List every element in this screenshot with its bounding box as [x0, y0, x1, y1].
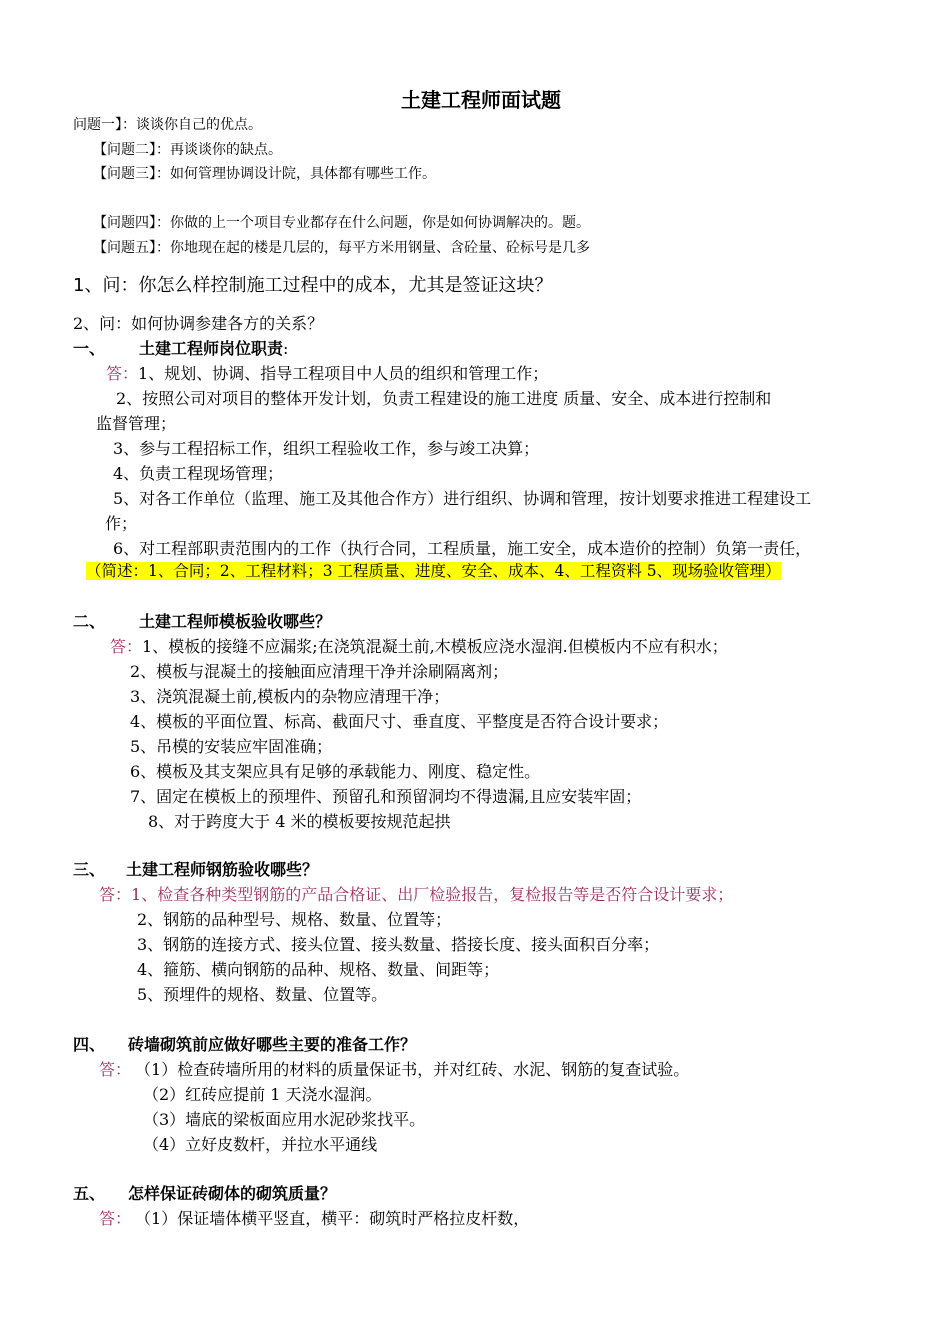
intro-question-4: 【问题四】：你做的上一个项目专业都存在什么问题，你是如何协调解决的。题。 [93, 215, 590, 231]
section-4-line-4: （4）立好皮数杆，并拉水平通线 [143, 1135, 378, 1154]
intro-question-5: 【问题五】：你地现在起的楼是几层的，每平方米用钢量、含砼量、砼标号是几多 [93, 240, 590, 256]
section-1-heading [73, 341, 288, 357]
summary-highlight: （简述：1、合同；2、工程材料；3 工程质量、进度、安全、成本、4、工程资料 5、现场验收管理） [86, 562, 781, 580]
answer-text: （1）保证墙体横平竖直，横平：砌筑时严格拉皮杆数， [143, 1209, 530, 1228]
section-1-summary [86, 564, 781, 580]
section-1-colon: : [283, 339, 289, 358]
section-2-line-3: 3、浇筑混凝土前,模板内的杂物应清理干净； [130, 687, 450, 706]
section-4-line-1 [99, 1062, 689, 1078]
section-2-heading [73, 614, 331, 630]
section-2-line-7: 7、固定在模板上的预埋件、预留孔和预留洞均不得遗漏,且应安装牢固； [130, 787, 642, 806]
section-5-heading [73, 1186, 336, 1202]
intro-question-1: 问题一】：谈谈你自己的优点。 [73, 117, 262, 133]
question-cost-control: 1、问：你怎么样控制施工过程中的成本，尤其是签证这块？ [73, 275, 553, 296]
section-1-line-3: 3、参与工程招标工作，组织工程验收工作，参与竣工决算； [113, 439, 540, 458]
answer-label: 答： [99, 1060, 132, 1079]
section-2-line-5: 5、吊模的安装应牢固准确； [130, 737, 333, 756]
section-4-number: 四、 [73, 1035, 106, 1054]
answer-text: 1、检查各种类型钢筋的产品合格证、出厂检验报告，复检报告等是否符合设计要求； [131, 885, 734, 904]
section-2-line-6: 6、模板及其支架应具有足够的承载能力、刚度、稳定性。 [130, 762, 541, 781]
question-coordination: 2、问：如何协调参建各方的关系？ [73, 314, 324, 333]
section-5-title: 怎样保证砖砌体的砌筑质量？ [128, 1184, 337, 1203]
section-1-line-1 [106, 366, 548, 382]
answer-text: 1、规划、协调、指导工程项目中人员的组织和管理工作； [138, 364, 549, 383]
section-4-title: 砖墙砌筑前应做好哪些主要的准备工作？ [128, 1035, 417, 1054]
section-1-line-6: 6、对工程部职责范围内的工作（执行合同，工程质量，施工安全，成本造价的控制）负第一责任， [113, 539, 812, 558]
section-4-line-2: （2）红砖应提前 1 天浇水湿润。 [143, 1085, 382, 1104]
answer-label: 答： [106, 364, 139, 383]
answer-label: 答： [99, 885, 132, 904]
section-1-line-4: 4、负责工程现场管理； [113, 464, 284, 483]
section-3-number: 三、 [73, 860, 106, 879]
section-2-line-2: 2、模板与混凝土的接触面应清理干净并涂刷隔离剂； [130, 662, 509, 681]
section-3-line-5: 5、预埋件的规格、数量、位置等。 [137, 985, 388, 1004]
section-2-number: 二、 [73, 612, 106, 631]
section-2-line-4: 4、模板的平面位置、标高、截面尺寸、垂直度、平整度是否符合设计要求； [130, 712, 669, 731]
answer-text: （1）检查砖墙所用的材料的质量保证书，并对红砖、水泥、钢筋的复查试验。 [143, 1060, 690, 1079]
section-1-line-2: 2、按照公司对项目的整体开发计划，负责工程建设的施工进度 质量、安全、成本进行控制和 [116, 389, 772, 408]
intro-question-2: 【问题二】：再谈谈你的缺点。 [93, 142, 282, 158]
section-1-line-5-cont: 作； [105, 514, 138, 533]
section-3-heading [73, 862, 318, 878]
section-3-line-2: 2、钢筋的品种型号、规格、数量、位置等； [137, 910, 452, 929]
section-3-line-1 [99, 887, 733, 903]
section-3-line-4: 4、箍筋、横向钢筋的品种、规格、数量、间距等； [137, 960, 500, 979]
page-title: 土建工程师面试题 [401, 88, 561, 112]
intro-question-3: 【问题三】：如何管理协调设计院，具体都有哪些工作。 [93, 166, 436, 182]
section-5-number: 五、 [73, 1184, 106, 1203]
section-2-title: 土建工程师模板验收哪些？ [139, 612, 332, 631]
section-3-title: 土建工程师钢筋验收哪些？ [126, 860, 319, 879]
answer-text: 1、模板的接缝不应漏浆;在浇筑混凝土前,木模板应浇水湿润.但模板内不应有积水； [142, 637, 728, 656]
answer-label: 答： [110, 637, 143, 656]
section-1-number: 一、 [73, 339, 106, 358]
section-1-title: 土建工程师岗位职责 [139, 339, 284, 358]
section-2-line-1 [110, 639, 728, 655]
section-1-line-5: 5、对各工作单位（监理、施工及其他合作方）进行组织、协调和管理，按计划要求推进工程建设工 [113, 489, 812, 508]
section-5-line-1 [99, 1211, 529, 1227]
section-3-line-3: 3、钢筋的连接方式、接头位置、接头数量、搭接长度、接头面积百分率； [137, 935, 660, 954]
section-1-line-2-cont: 监督管理； [96, 414, 177, 433]
section-4-line-3: （3）墙底的梁板面应用水泥砂浆找平。 [143, 1110, 426, 1129]
section-2-line-8: 8、对于跨度大于 4 米的模板要按规范起拱 [148, 812, 451, 831]
section-4-heading [73, 1037, 416, 1053]
answer-label: 答： [99, 1209, 132, 1228]
